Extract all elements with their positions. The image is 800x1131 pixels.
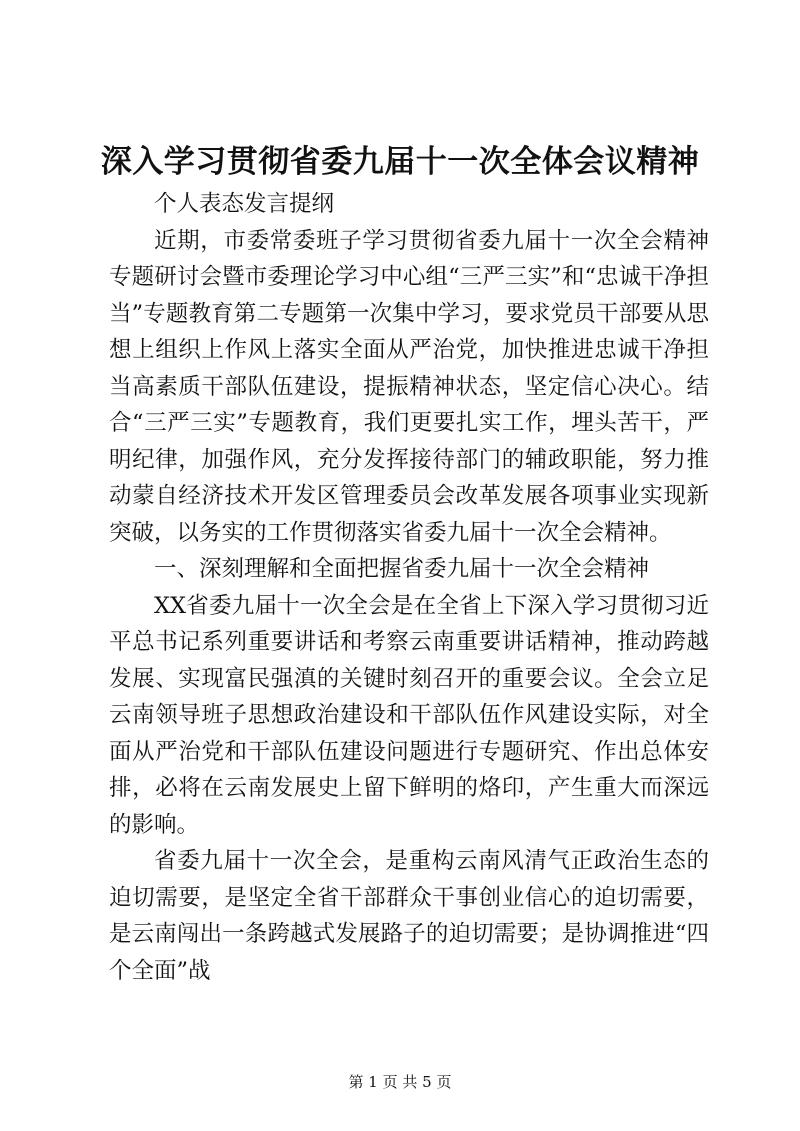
document-title: 深入学习贯彻省委九届十一次全体会议精神 bbox=[100, 144, 700, 180]
paragraph-section-1-a: XX省委九届十一次全会是在全省上下深入学习贯彻习近平总书记系列重要讲话和考察云南重要讲话精神，推动跨越发展、实现富民强滇的关键时刻召开的重要会议。全会立足云南领导班子思想政治建设和干部队伍作风建设实际，对全面从严治党和干部队伍建设问题进行专题研究、作出总体安排，必将在云南发展史上留下鲜明的烙印，产生重大而深远的影响。 bbox=[109, 592, 709, 838]
paragraph-section-1-b: 省委九届十一次全会，是重构云南风清气正政治生态的迫切需要，是坚定全省干部群众干事创业信心的迫切需要，是云南闯出一条跨越式发展路子的迫切需要；是协调推进“四个全面”战 bbox=[109, 848, 709, 984]
paragraph-intro: 近期，市委常委班子学习贯彻省委九届十一次全会精神专题研讨会暨市委理论学习中心组“三严三实”和“忠诚干净担当”专题教育第二专题第一次集中学习，要求党员干部要从思想上组织上作风上落实全面从严治党，加快推进忠诚干净担当高素质干部队伍建设，提振精神状态，坚定信心决心。结合“三严三实”专题教育，我们更要扎实工作，埋头苦干，严明纪律，加强作风，充分发挥接待部门的辅政职能，努力推动蒙自经济技术开发区管理委员会改革发展各项事业实现新突破，以务实的工作贯彻落实省委九届十一次全会精神。 bbox=[109, 227, 709, 546]
page-number: 第 1 页 共 5 页 bbox=[348, 1073, 452, 1091]
subtitle: 个人表态发言提纲 bbox=[154, 191, 335, 217]
document-body bbox=[109, 186, 709, 989]
section-heading-1: 一、深刻理解和全面把握省委九届十一次全会精神 bbox=[154, 556, 650, 582]
